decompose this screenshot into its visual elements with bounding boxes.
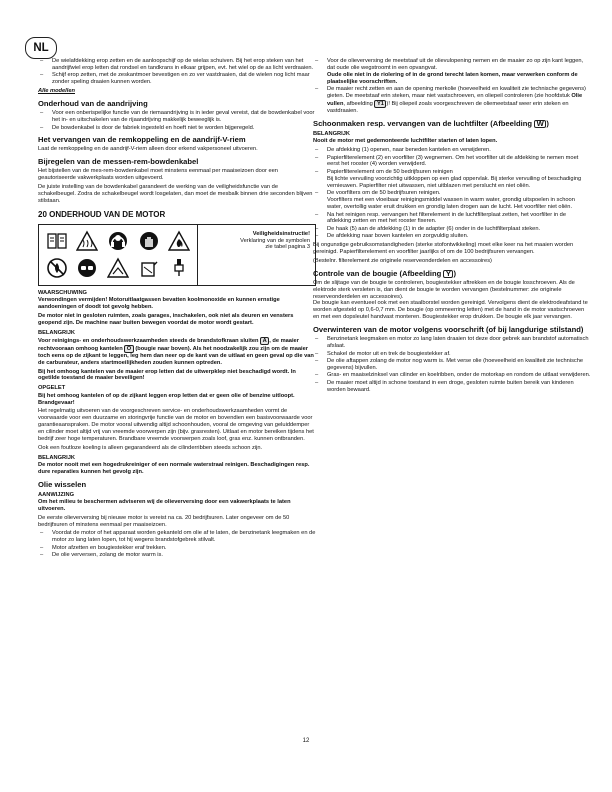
important-text-2: De motor nooit met een hogedrukreiniger of een normale waterstraal reinigen. Beschadigingen resp. dure reparaties kunnen het gevolg zijn. xyxy=(38,461,310,475)
drive-list xyxy=(38,110,316,131)
list-item: – Na het reinigen resp. vervangen het filterelement in de luchtfilterplaat zetten, het voorfilter in de afdekking zetten en met het rooster fixeren. xyxy=(313,212,591,226)
list-item: – Voordat de motor of het apparaat worden gekanteld om olie af te laten, de benzinetank leegmaken en de motor zo lang laten lopen, tot hij wegens brandstofgebrek stilvalt. xyxy=(38,530,316,544)
filter-text-1: Bij ongunstige gebruiksomstandigheden (sterke stofontwikkeling) moet elke keer na het maaien worden gereinigd. Papierfilterelement en voorfilter jaarlijks of om de 100 bedrijfsuren vervangen. xyxy=(313,242,574,256)
spark-plug-heading xyxy=(313,269,591,278)
list-item xyxy=(313,58,591,86)
filter-text-2: (Bestelnr. filterelement zie originele reserveonderdelen en accessoires) xyxy=(313,257,492,264)
oil-cont-text-1: Voor de olieverversing de meetstaaf uit de olievulopening nemen en de maaier zo op zijn kant leggen, dat oude olie wegstroomt in een opvangvat. xyxy=(327,58,584,71)
spark-plug-icon xyxy=(165,256,193,281)
list-item: – Motor afzetten en bougiestekker eraf trekken. xyxy=(38,545,316,552)
figure-ref-y: Y xyxy=(443,270,453,278)
list-item: – De olie aftappen zolang de motor nog warm is. Met verse olie (hoeveelheid en kwaliteit zie technische gegevens) bijvullen. xyxy=(313,358,591,372)
instruction-text: Om het milieu te beschermen adviseren wij de olieverversing door een vakwerkplaats te laten uitvoeren. xyxy=(38,499,291,513)
list-item: – De haak (5) aan de afdekking (1) in de adapter (6) onder in de luchtfilterplaat steken. xyxy=(313,226,591,233)
important-text xyxy=(38,337,316,367)
belt-heading: Het vervangen van de remkoppeling en de aandrijf-V-riem xyxy=(38,135,246,145)
ear-protection-icon xyxy=(104,229,132,254)
spark-plug-heading-text: Controle van de bougie (Afbeelding xyxy=(313,268,442,278)
drive-heading: Onderhoud van de aandrijving xyxy=(38,99,148,109)
spark-plug-text: Om de slijtage van de bougie te controleren, bougiestekker aftrekken en de bougie losschroeven. Als de elektrode sterk versleten is, dan dient de bougie te worden vervangen (bestelnummer: zie originele reserveonderdelen en accessoires). De bougie kan eventueel ook met een staalborstel worden gereinigd. Vervolgens dient de elektrodeafstand te worden afgesteld op 0,6-0,7 mm. De bougie (op ommeerring letten) met de hand in de motor vastschroeven en met een dopsleutel handvast monteren. Bougiestekker erop drukken. De bougie elk jaar vervangen. xyxy=(313,279,588,321)
left-column xyxy=(38,58,316,748)
intro-list xyxy=(38,58,316,86)
list-item: – Schakel de motor uit en trek de bougiestekker af. xyxy=(313,351,591,358)
hot-surface-icon xyxy=(74,229,102,254)
all-models-note: Alle modellen xyxy=(38,88,75,95)
list-item: – De maaier moet altijd in schone toestand in een droge, gesloten ruimte buiten bereik van kinderen worden bewaard. xyxy=(313,380,591,394)
list-item: – De bowdenkabel is door de fabriek ingesteld en hoeft niet te worden bijgeregeld. xyxy=(38,125,316,132)
warning-tag: WAARSCHUWING xyxy=(38,289,87,296)
list-item: – Papierfilterelement (2) en voorfilter (3) wegnemen. Om het voorfilter uit de afdekking te nemen moet eerst het rooster (4) worden verwijderd. xyxy=(313,155,591,169)
oil-continued-list xyxy=(313,58,591,115)
list-item: – Schijf erop zetten, met de zeskantmoer bevestigen en zo ver vastdraaien, dat de wielen nog licht maar zonder speling draaien kunnen worden. xyxy=(38,72,316,86)
air-filter-heading xyxy=(313,119,591,128)
oil-list xyxy=(38,530,316,559)
glove-icon xyxy=(135,229,163,254)
oil-cont-bold: Oude olie niet in de riolering of in de grond terecht laten komen, maar verwerken conform de plaatselijke voorschriften. xyxy=(327,71,578,85)
list-item xyxy=(313,86,591,115)
fire-hazard-icon xyxy=(165,229,193,254)
blade-brake-heading: Bijregelen van de messen-rem-bowdenkabel xyxy=(38,157,199,167)
right-column xyxy=(313,58,591,458)
list-item: – Voor een onberispelijke functie van de riemaandrijving is in ieder geval vereist, dat de bowdenkabel voor het in- en uitschakelen van de rijaandrijving makkelijk beweeglijk is. xyxy=(38,110,316,124)
figure-ref-w: W xyxy=(534,120,546,128)
list-item: – De afdekking naar boven kantelen en zorgvuldig sluiten. xyxy=(313,233,591,240)
warning-text: Verwondingen vermijden! Motoruitlaatgassen bevatten koolmonoxide en kunnen ernstige aandoeningen of doodt tot gevolg hebben. xyxy=(38,297,280,310)
blade-hazard-icon xyxy=(104,256,132,281)
list-item: – De afdekking (1) openen, naar beneden kantelen en verwijderen. xyxy=(313,147,591,154)
oil-cont-text-2b: Olie vullen xyxy=(327,93,583,108)
oil-cont-text-2c: , afbeelding xyxy=(343,101,373,108)
filter-list xyxy=(313,147,591,240)
maintenance-text-2: Ook een foutloze koeling is alleen gegarandeerd als de cilinderribben steeds schoon zijn. xyxy=(38,444,263,451)
important-text-c: (bougie naar boven). Als het noodzakelijk zou zijn om de maaier toch eens op de zijkant te leggen, leg hem dan neer op de kant van de uitlaat en geen geval op die van de carburateur, anders startmoeilijkheden zouden kunnen optreden. xyxy=(38,345,314,366)
list-item: – Gras- en maaiselzinksel van cilinder en koelribben, onder de motorkap en rondom de uitlaat verwijderen. xyxy=(313,372,591,379)
eye-protection-icon xyxy=(74,256,102,281)
oil-text-1: De eerste olieverversing bij nieuwe motor is vereist na ca. 20 bedrijfsuren. Later ongeveer om de 50 bedrijfsuren of minstens eenmaal per maaiseizoen. xyxy=(38,514,290,528)
instruction-tag: AANWIJZING xyxy=(38,491,75,498)
filter-important-text: Nooit de motor met gedemonteerde luchtfilter starten of laten lopen. xyxy=(313,138,498,145)
safety-panel xyxy=(38,224,316,286)
fuel-can-icon xyxy=(135,256,163,281)
important-tag-2: BELANGRIJK xyxy=(38,454,75,461)
caution-text: Bij het omhoog kantelen of op de zijkant leggen erop letten dat er geen olie of benzine uitloopt. Brandgevaar! xyxy=(38,392,295,406)
important-tag: BELANGRIJK xyxy=(38,329,75,336)
blade-brake-text-1: Het bijstellen van de mes-rem-bowdenkabel moet minstens eenmaal per maaiseizoen door een geautoriseerde vakwerkplaats worden uitgevoerd. xyxy=(38,168,278,182)
safety-title: Veiligheidsinstructie! xyxy=(252,230,310,237)
safety-line-2: Verklaring van de symbolen xyxy=(240,237,310,244)
winter-heading: Overwinteren van de motor volgens voorschrift (of bij langdurige stilstand) xyxy=(313,325,584,335)
spark-plug-heading-end: ) xyxy=(453,268,456,278)
safety-icon-grid xyxy=(39,225,198,285)
air-filter-heading-end: ) xyxy=(546,118,549,128)
safety-line-3: zie tabel pagina 3 xyxy=(265,244,310,251)
no-fire-icon xyxy=(43,256,71,281)
figure-ref-y1: Y1 xyxy=(374,100,386,108)
list-item: – De voorfilters om de 50 bedrijfsuren reinigen. Voorfilters met een vloeibaar reinigingsmiddel wassen in warm water, grondig uitspoelen in schoon water, overtollig water eruit drukken en grondig laten drogen aan de lucht. Het voorfilter niet oliën. xyxy=(313,190,591,211)
oil-cont-text-2d: )! Bij oliepeil zoals voorgeschreven de oliemeetstaaf weer erin steken en vastdraaien. xyxy=(327,101,569,115)
list-item: – Benzinetank leegmaken en motor zo lang laten draaien tot deze door gebrek aan brandstof automatisch afslaat. xyxy=(313,336,591,350)
filter-important-tag: BELANGRIJK xyxy=(313,130,350,137)
important-text-a: Voor reinigings- en onderhoudswerkzaamheden steeds de brandstofkraan sluiten xyxy=(38,337,259,344)
safety-caption xyxy=(198,225,315,285)
oil-cont-text-2a: De maaier recht zetten en aan de opening merkolie (hoeveelheid en kwaliteit zie technische gegevens) gieten. De meetstaaf erin steken, maar niet vastschroeven, en oliepeil controleren (zie hoofdstuk xyxy=(327,86,586,100)
caution-tag: OPGELET xyxy=(38,385,66,392)
important-text-d: Bij het omhoog kantelen van de maaier erop letten dat de uitwerpklep niet beschadigd wordt. In ogetilde toestand de maaier beveiligen! xyxy=(38,368,296,382)
winter-list xyxy=(313,336,591,394)
manual-icon xyxy=(43,229,71,254)
figure-ref-a: A xyxy=(260,337,269,345)
list-item: – De wielafdekking erop zetten en de aanloopschijf op de wielas schuiven. Bij het erop steken van het aandrijfwiel erop letten dat rondsel en tandkrans in elkaar grijpen, evt. het wiel op de as licht verdraaien. xyxy=(38,58,316,72)
oil-heading: Olie wisselen xyxy=(38,479,87,489)
blade-brake-text-2: De juiste instelling van de bowdenkabel garandeert de werking van de veiligheidsfunctie van de schakelbeugel. Zodra de schakelbeugel wordt losgelaten, dan moet de mesbalk binnen drie seconden blijven stilstaan. xyxy=(38,183,313,204)
air-filter-heading-text: Schoonmaken resp. vervangen van de luchtfilter (Afbeelding xyxy=(313,118,533,128)
section-heading: 20 ONDERHOUD VAN DE MOTOR xyxy=(38,209,166,219)
maintenance-text-1: Het regelmatig uitvoeren van de voorgeschreven service- en onderhoudswerkzaamheden vormt de voorwaarde voor een duurzame en storingvrije functie van de motor en bovendien een basisvoorwaarde voor garantieaanspraken. De motor vooral uitwendig altijd schoonhouden, vooral de omgeving van geluiddemper en cilinder moet altijd vrij van vreemde voorwerpen zijn (bijv. grasresten). Uitlaat en motor bereiken tijdens het bedrijf zeer hoge temperaturen. Brandbare vreemde voorwerpen zoals loof, gras enz. kunnen ontbranden. xyxy=(38,408,314,442)
list-item: – Papierfilterelement om de 50 bedrijfsuren reinigen Bij lichte vervuiling voorzichtig uitkloppen op een glad oppervlak. Bij sterke vervuiling of beschadiging vernieuwen. Papierfilter niet uitwassen, niet uitblazen met perslucht en niet oliën. xyxy=(313,169,591,190)
page-number: 12 xyxy=(302,738,310,744)
list-item: – De olie verversen, zolang de motor warm is. xyxy=(38,552,316,559)
figure-ref-o: O xyxy=(124,345,133,353)
important-text-b: , de maaier rechtvooraan omhoog kantelen xyxy=(38,337,299,352)
belt-text: Laat de remkoppeling en de aandrijf-V-riem alleen door erkend vakpersoneel uitvoeren. xyxy=(38,146,258,153)
language-badge: NL xyxy=(25,37,57,59)
warning-text-2: De motor niet in gesloten ruimten, zoals garages, inschakelen, ook niet als deuren en vensters geopend zijn. De machine naar buiten bewegen voordat de motor wordt gestart. xyxy=(38,312,294,326)
